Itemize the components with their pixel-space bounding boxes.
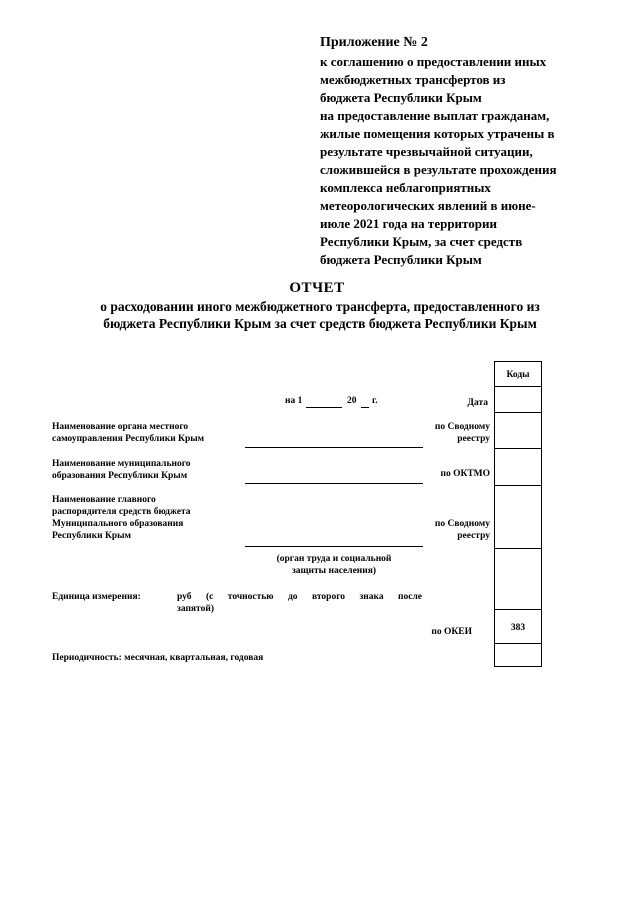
codes-table (494, 361, 542, 667)
gmanager-label (52, 494, 190, 542)
annex-header (320, 34, 620, 269)
annex-line: результате чрезвычайной ситуации, (320, 144, 533, 159)
municipal-label-line: Наименование муниципального (52, 459, 191, 469)
codes-header: Коды (506, 370, 530, 380)
report-subtitle-line: о расходовании иного межбюджетного трансферта, предоставленного из (100, 299, 540, 314)
annex-line: к соглашению о предоставлении иных (320, 54, 547, 69)
municipal-label-line: образования Республики Крым (52, 471, 188, 481)
org-code-label (420, 421, 490, 445)
gmanager-code-label-line: по Сводному (434, 519, 490, 529)
gmanager-label-line: Муниципального образования (52, 519, 184, 529)
gmanager-label-line: Республики Крым (52, 531, 132, 541)
unit-label: Единица измерения: (52, 592, 141, 602)
org-code-label-line: реестру (457, 434, 490, 444)
periodicity: Периодичность: месячная, квартальная, годовая (52, 653, 264, 663)
gmanager-name-line[interactable] (245, 546, 423, 547)
gmanager-code-cell[interactable] (494, 485, 542, 549)
municipal-label (52, 458, 191, 482)
okei-label: по ОКЕИ (431, 627, 472, 637)
annex-line: на предоставление выплат гражданам, (320, 108, 550, 123)
gmanager-code-label (420, 518, 490, 542)
okei-code: 383 (510, 623, 526, 633)
annex-line: Республики Крым, за счет средств (320, 234, 523, 249)
codes-header-cell (494, 361, 542, 387)
municipal-name-line[interactable] (245, 483, 423, 484)
annex-line: жилые помещения которых утрачены в (320, 126, 555, 141)
annex-line: бюджета Республики Крым (320, 90, 482, 105)
org-code-label-line: по Сводному (434, 422, 490, 432)
date-year-line[interactable] (361, 407, 369, 408)
date-suffix: г. (372, 396, 378, 406)
unit-value-line: руб (с точностью до второго знака после (177, 592, 422, 602)
annex-line: комплекса неблагоприятных (320, 180, 491, 195)
oktmo-code-cell[interactable] (494, 448, 542, 486)
unit-value-line: запятой) (177, 604, 214, 614)
date-prefix: на 1 (285, 396, 303, 406)
org-code-cell[interactable] (494, 412, 542, 449)
empty-code-cell (494, 548, 542, 610)
org-label-line: самоуправления Республики Крым (52, 434, 205, 444)
org-label-line: Наименование органа местного (52, 422, 189, 432)
date-label: Дата (467, 398, 488, 408)
annex-line: метеорологических явлений в июне- (320, 198, 536, 213)
date-code-cell[interactable] (494, 386, 542, 413)
annex-line: межбюджетных трансфертов из (320, 72, 506, 87)
annex-title: Приложение № 2 (320, 35, 428, 50)
org-label (52, 421, 204, 445)
report-subtitle (40, 298, 600, 332)
gmanager-label-line: распорядителя средств бюджета (52, 507, 191, 517)
org-name-line[interactable] (245, 447, 423, 448)
gmanager-note-line: (орган труда и социальной (276, 554, 392, 564)
gmanager-label-line: Наименование главного (52, 495, 156, 505)
date-day-line[interactable] (306, 407, 342, 408)
date-year-prefix: 20 (347, 396, 357, 406)
gmanager-note-line: защиты населения) (291, 566, 377, 576)
periodicity-code-cell[interactable] (494, 643, 542, 667)
annex-line: июле 2021 года на территории (320, 216, 497, 231)
report-title: ОТЧЕТ (289, 280, 345, 296)
gmanager-note (245, 553, 423, 577)
annex-line: сложившейся в результате прохождения (320, 162, 557, 177)
unit-value (177, 591, 422, 615)
report-subtitle-line: бюджета Республики Крым за счет средств бюджета Республики Крым (103, 316, 537, 331)
gmanager-code-label-line: реестру (457, 531, 490, 541)
okei-code-cell (494, 609, 542, 644)
annex-line: бюджета Республики Крым (320, 252, 482, 267)
oktmo-label: по ОКТМО (440, 469, 490, 479)
